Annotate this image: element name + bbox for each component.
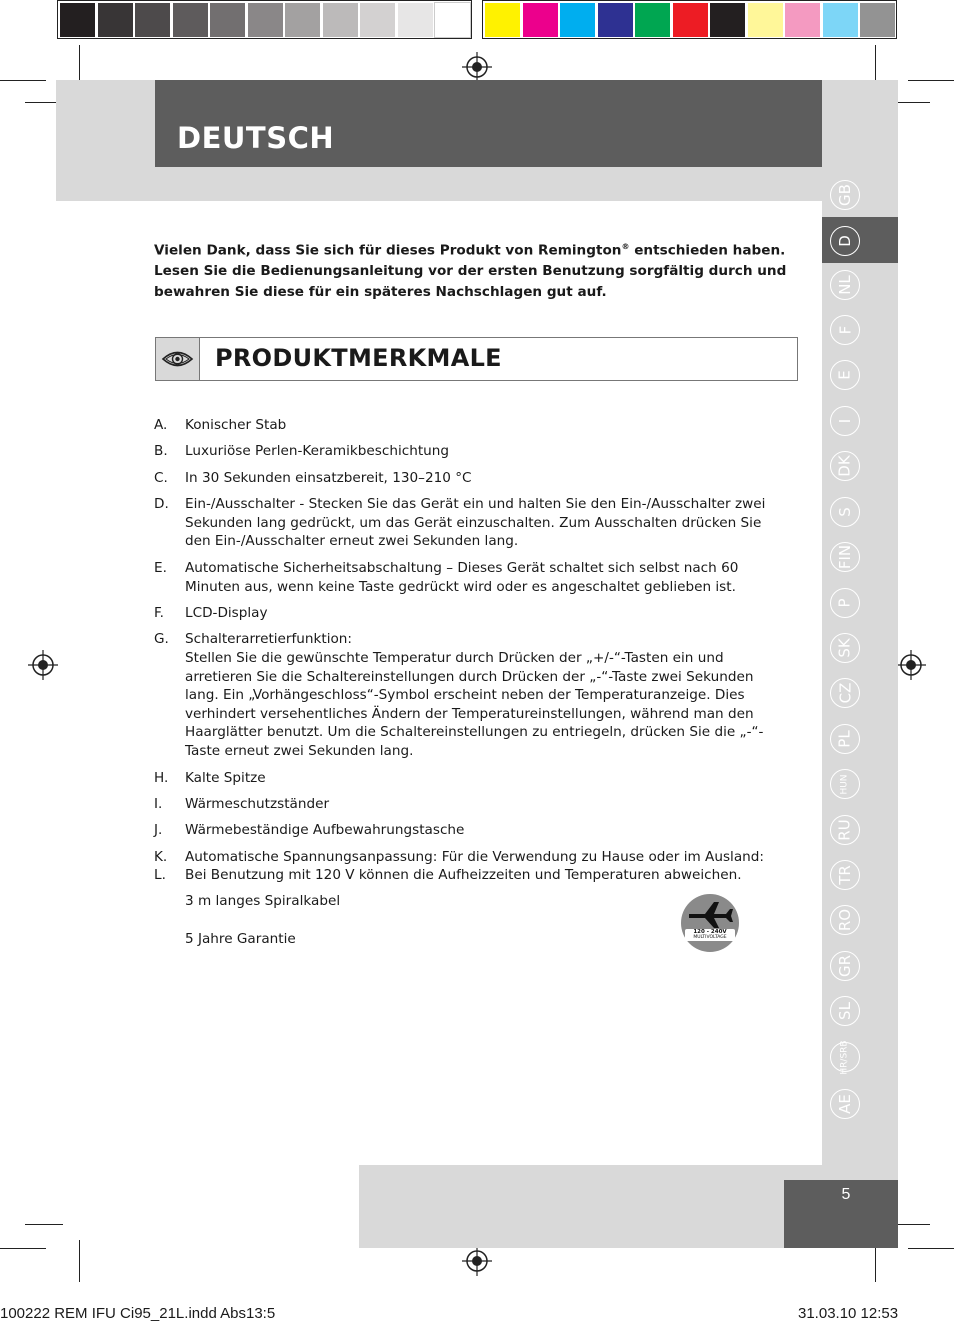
language-tab-fin[interactable]: [830, 542, 860, 572]
intro-line1: Vielen Dank, dass Sie sich für dieses Produkt von Remington: [154, 242, 622, 259]
item-text: Wärmeschutzständer: [185, 796, 330, 812]
item-letter: J.: [154, 822, 163, 838]
color-swatch: [710, 3, 745, 37]
color-swatch: [485, 3, 520, 37]
language-tab-f[interactable]: [830, 315, 860, 345]
item-letter: B.: [154, 443, 168, 459]
color-swatch: [748, 3, 783, 37]
multivoltage-badge: [681, 894, 739, 952]
file-slug: 100222 REM IFU Ci95_21L.indd Abs13:5: [0, 1305, 276, 1322]
item-text: Automatische Sicherheitsabschaltung – Dieses Gerät schaltet sich selbst nach 60 Minuten aus, wenn keine Taste gedrückt wird oder es angeschaltet geblieben ist.: [185, 560, 739, 595]
item-text: Ein-/Ausschalter - Stecken Sie das Gerät ein und halten Sie den Ein-/Ausschalter zwei Sekunden lang gedrückt, um das Gerät einzuschalten. Zum Ausschalten drücken Sie den Ein-/Ausschalter erneut zwei Sekunden lang.: [185, 496, 766, 550]
registration-mark-icon: [896, 650, 926, 680]
item-letter: G.: [154, 631, 169, 647]
item-text: LCD-Display: [185, 605, 268, 621]
language-tab-hr-srb[interactable]: [830, 1039, 860, 1075]
grey-swatch: [248, 3, 283, 37]
language-tab-label: F: [835, 325, 854, 335]
section-title: PRODUKTMERKMALE: [215, 344, 502, 372]
item-text: Bei Benutzung mit 120 V können die Aufheizzeiten und Temperaturen abweichen.: [185, 867, 742, 883]
language-tab-gb[interactable]: [830, 180, 860, 210]
page-number: 5: [841, 1186, 851, 1203]
language-tab-pl[interactable]: [830, 724, 860, 754]
registration-mark-icon: [462, 1246, 492, 1276]
language-tab-p[interactable]: [830, 588, 860, 618]
language-tab-hun[interactable]: [830, 769, 860, 799]
grey-swatch: [60, 3, 95, 37]
crop-mark: [0, 1248, 46, 1249]
grey-swatch: [210, 3, 245, 37]
page-title: DEUTSCH: [177, 121, 335, 155]
intro-line2: Lesen Sie die Bedienungsanleitung vor der ersten Benutzung sorgfältig durch und bewahren Sie diese für ein späteres Nachschlagen gut auf.: [154, 263, 787, 300]
language-tab-label: FIN: [836, 544, 854, 570]
grey-swatch: [173, 3, 208, 37]
language-tab-sk[interactable]: [830, 633, 860, 663]
grey-swatch: [98, 3, 133, 37]
color-scale-bar: [482, 0, 897, 39]
eye-icon: [156, 338, 199, 380]
language-tab-label: S: [836, 507, 854, 517]
item-text: Schalterarretierfunktion:: [185, 631, 353, 647]
grey-swatch: [360, 3, 395, 37]
language-tab-label: AE: [836, 1094, 854, 1114]
language-tab-label: D: [836, 235, 854, 247]
crop-mark: [79, 1240, 80, 1282]
section-icon-box: [155, 337, 200, 381]
language-tab-nl[interactable]: [830, 270, 860, 300]
date-slug: 31.03.10 12:53: [798, 1305, 899, 1322]
language-tab-d[interactable]: [830, 226, 860, 256]
registration-mark-icon: [28, 650, 58, 680]
registered-mark: ®: [621, 242, 630, 251]
item-text: Kalte Spitze: [185, 770, 266, 786]
language-tab-i[interactable]: [830, 406, 860, 436]
item-letter: H.: [154, 770, 169, 786]
language-tab-label: NL: [835, 275, 854, 295]
color-swatch: [673, 3, 708, 37]
language-tab-dk[interactable]: [830, 451, 860, 481]
language-tab-ae[interactable]: [830, 1089, 860, 1119]
language-tab-label: DK: [835, 455, 854, 477]
badge-label: MULTIVOLTAGE: [693, 935, 727, 940]
language-tab-label: CZ: [836, 682, 854, 704]
language-tab-cz[interactable]: [830, 678, 860, 708]
language-tab-label: I: [836, 418, 854, 424]
grey-swatch: [435, 3, 470, 37]
item-letter: I.: [154, 796, 163, 812]
item-letter: F.: [154, 605, 164, 621]
language-tab-label: SL: [835, 1002, 854, 1020]
language-tab-sl[interactable]: [830, 996, 860, 1026]
color-swatch: [560, 3, 595, 37]
item-letter: L.: [154, 867, 166, 883]
language-tab-gr[interactable]: [830, 951, 860, 981]
item-text: In 30 Sekunden einsatzbereit, 130–210 °C: [185, 470, 472, 486]
language-tab-e[interactable]: [830, 360, 860, 390]
language-tab-label: SK: [835, 638, 854, 658]
intro-text: [154, 237, 794, 302]
color-swatch: [860, 3, 895, 37]
item-text: 3 m langes Spiralkabel: [185, 893, 341, 909]
item-letter: A.: [154, 417, 168, 433]
language-tab-s[interactable]: [830, 497, 860, 527]
item-text: Luxuriöse Perlen-Keramikbeschichtung: [185, 443, 450, 459]
item-letter: D.: [154, 496, 169, 512]
language-tab-label: HR/SRB: [839, 1039, 850, 1075]
item-text: Stellen Sie die gewünschte Temperatur durch Drücken der „+/-“-Tasten ein und arretieren Sie die Schaltereinstellungen durch Drücken der „-“-Taste zwei Sekunden lang. Ein „Vorhängeschloss“-Symbol erscheint neben der Temperaturanzeige. Dies verhindert versehentliches Ändern der Temperatureinstellungen, während man den Haarglätter benutzt. Um die Schaltereinstellungen zu entriegeln, drücken Sie die „-“-Taste erneut zwei Sekunden lang.: [185, 650, 764, 759]
airplane-icon: [681, 894, 739, 952]
intro-line1-end: entschieden haben.: [629, 242, 786, 259]
crop-mark: [908, 80, 954, 81]
language-tab-label: RU: [836, 819, 854, 841]
crop-mark: [25, 1224, 63, 1225]
language-tab-label: GB: [835, 184, 854, 206]
item-text: 5 Jahre Garantie: [185, 931, 296, 947]
grey-swatch: [398, 3, 433, 37]
color-swatch: [598, 3, 633, 37]
grey-scale-bar: [57, 0, 472, 39]
language-tab-label: TR: [836, 865, 854, 885]
language-tab-label: P: [835, 598, 854, 608]
language-tab-label: HUN: [839, 773, 850, 795]
language-tab-label: GR: [835, 954, 854, 978]
crop-mark: [908, 1248, 954, 1249]
grey-swatch: [135, 3, 170, 37]
color-swatch: [785, 3, 820, 37]
language-tab-label: E: [835, 370, 854, 380]
color-swatch: [823, 3, 858, 37]
color-swatch: [635, 3, 670, 37]
crop-mark: [0, 80, 46, 81]
item-text: Wärmebeständige Aufbewahrungstasche: [185, 822, 465, 838]
item-text: Konischer Stab: [185, 417, 287, 433]
grey-swatch: [285, 3, 320, 37]
registration-mark-icon: [462, 52, 492, 82]
item-letter: K.: [154, 849, 168, 865]
language-tab-ru[interactable]: [830, 815, 860, 845]
language-tab-label: RO: [835, 908, 854, 932]
color-swatch: [523, 3, 558, 37]
item-letter: E.: [154, 560, 167, 576]
item-letter: C.: [154, 470, 168, 486]
badge-voltage: 120 - 240V: [693, 929, 727, 935]
language-tab-ro[interactable]: [830, 905, 860, 935]
language-tab-tr[interactable]: [830, 860, 860, 890]
grey-swatch: [323, 3, 358, 37]
language-tab-label: PL: [836, 730, 854, 748]
item-text: Automatische Spannungsanpassung: Für die Verwendung zu Hause oder im Ausland:: [185, 849, 764, 865]
